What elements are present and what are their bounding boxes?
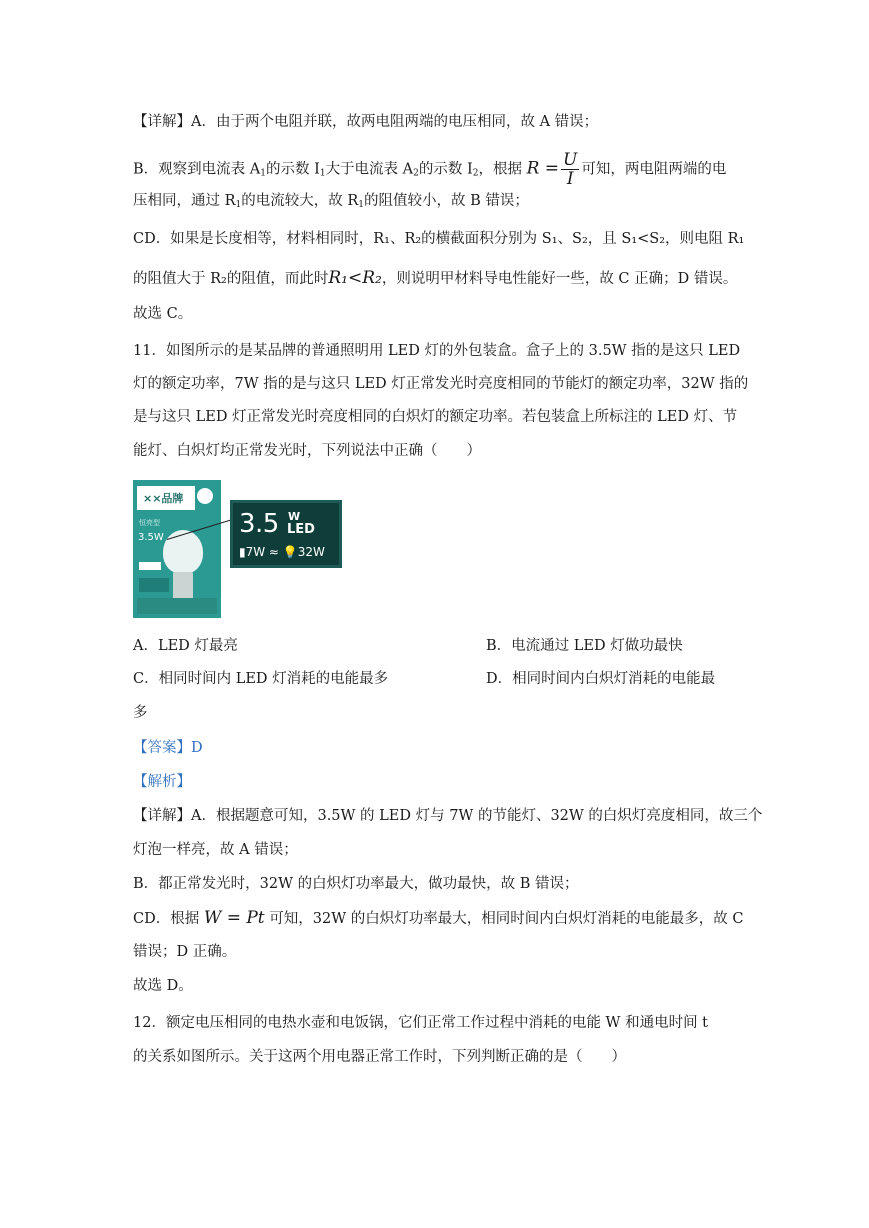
zoom-equivalence: ▮7W ≈ 💡32W bbox=[239, 545, 325, 559]
question-11-line1: 11．如图所示的是某品牌的普通照明用 LED 灯的外包装盒。盒子上的 3.5W 指的是这只 LED bbox=[133, 343, 741, 359]
question-12-line2: 的关系如图所示。关于这两个用电器正常工作时，下列判断正确的是（ ） bbox=[133, 1049, 626, 1065]
text-span: B．观察到电流表 A bbox=[133, 161, 261, 178]
text-span: CD．根据 bbox=[133, 911, 200, 927]
zoom-power-unit: W bbox=[288, 510, 301, 523]
formula-r: R = bbox=[526, 158, 560, 179]
subscript: 1 bbox=[319, 168, 326, 179]
feature-icons bbox=[139, 578, 169, 592]
zoom-power-value: 3.5 bbox=[239, 509, 279, 539]
text-span: 的阻值大于 R₂的阻值，而此时 bbox=[133, 271, 329, 287]
text-span: 的示数 I bbox=[418, 161, 473, 178]
option-d-continued: 多 bbox=[133, 705, 148, 721]
text-span: 的示数 I bbox=[265, 161, 320, 178]
detail-a-line1: 【详解】A．根据题意可知，3.5W 的 LED 灯与 7W 的节能灯、32W 的白炽灯亮度相同，故三个 bbox=[133, 808, 763, 824]
fraction-u-over-i bbox=[561, 151, 579, 188]
answer-label: 【答案】D bbox=[133, 740, 203, 756]
brand-text: ××品牌 bbox=[143, 492, 184, 505]
subscript: 1 bbox=[235, 200, 242, 210]
bulb-icon bbox=[163, 530, 203, 574]
zoom-led-label: LED bbox=[287, 522, 315, 537]
option-d: D．相同时间内白炽灯消耗的电能最 bbox=[486, 671, 716, 687]
inequality-formula: R₁<R₂ bbox=[328, 268, 382, 288]
package-box bbox=[133, 480, 221, 618]
text-span: 压相同，通过 R bbox=[133, 193, 236, 209]
subscript: 1 bbox=[358, 200, 365, 210]
explanation-b-line2 bbox=[133, 191, 529, 215]
text-span: 可知，两电阻两端的电 bbox=[581, 161, 727, 178]
explanation-cd-line2 bbox=[133, 268, 737, 289]
explanation-a: 【详解】A．由于两个电阻并联，故两电阻两端的电压相同，故 A 错误； bbox=[133, 114, 599, 130]
led-package-figure bbox=[133, 480, 345, 618]
text-span: 大于电流表 A bbox=[325, 161, 414, 178]
text-span: ，则说明甲材料导电性能好一些，故 C 正确；D 错误。 bbox=[381, 271, 738, 287]
detail-b: B．都正常发光时，32W 的白炽灯功率最大，做功最快，故 B 错误； bbox=[133, 876, 579, 892]
choice-c-statement: 故选 C。 bbox=[133, 306, 193, 322]
option-c: C．相同时间内 LED 灯消耗的电能最多 bbox=[133, 671, 389, 687]
fraction-numerator: U bbox=[563, 150, 578, 170]
analysis-label: 【解析】 bbox=[133, 774, 191, 790]
zoom-callout bbox=[230, 500, 342, 568]
power-label-small: 3.5W bbox=[138, 532, 164, 543]
text-span: 的阻值较小，故 B 错误； bbox=[364, 193, 529, 209]
daylight-tag bbox=[139, 562, 161, 570]
subscript: 1 bbox=[260, 168, 266, 179]
question-11-line3: 是与这只 LED 灯正常发光时亮度相同的白炽灯的额定功率。若包装盒上所标注的 LED 灯、节 bbox=[133, 409, 738, 425]
text-span: ，根据 bbox=[478, 161, 522, 178]
question-11-line4: 能灯、白炽灯均正常发光时，下列说法中正确（ ） bbox=[133, 443, 481, 459]
package-footer bbox=[137, 598, 217, 614]
detail-cd-line1 bbox=[133, 908, 743, 929]
question-11-line2: 灯的额定功率，7W 指的是与这只 LED 灯正常发光时亮度相同的节能灯的额定功率，32W 指的 bbox=[133, 376, 749, 392]
subscript: 2 bbox=[413, 168, 419, 179]
option-b: B．电流通过 LED 灯做功最快 bbox=[486, 638, 683, 654]
option-a: A．LED 灯最亮 bbox=[133, 638, 238, 654]
brand-label bbox=[137, 486, 195, 510]
detail-a-line2: 灯泡一样亮，故 A 错误； bbox=[133, 842, 298, 858]
power-formula: W = Pt bbox=[203, 908, 265, 928]
text-span: 的电流较大，故 R bbox=[241, 193, 359, 209]
conclusion-d: 故选 D。 bbox=[133, 978, 193, 994]
detail-cd-line2: 错误；D 正确。 bbox=[133, 944, 237, 960]
type-label: 恒亮型 bbox=[139, 519, 160, 527]
zoom-panel bbox=[233, 503, 339, 565]
explanation-cd-line1: CD．如果是长度相等，材料相同时，R₁、R₂的横截面积分别为 S₁、S₂，且 S₁<S₂，则电阻 R₁ bbox=[133, 231, 745, 247]
fraction-denominator: I bbox=[566, 169, 574, 189]
question-12-line1: 12．额定电压相同的电热水壶和电饭锅，它们正常工作过程中消耗的电能 W 和通电时间 t bbox=[133, 1015, 709, 1031]
subscript: 2 bbox=[472, 168, 479, 179]
logo-icon bbox=[197, 488, 213, 504]
text-span: 可知，32W 的白炽灯功率最大，相同时间内白炽灯消耗的电能最多，故 C bbox=[269, 911, 744, 927]
explanation-b-line1 bbox=[133, 151, 726, 188]
